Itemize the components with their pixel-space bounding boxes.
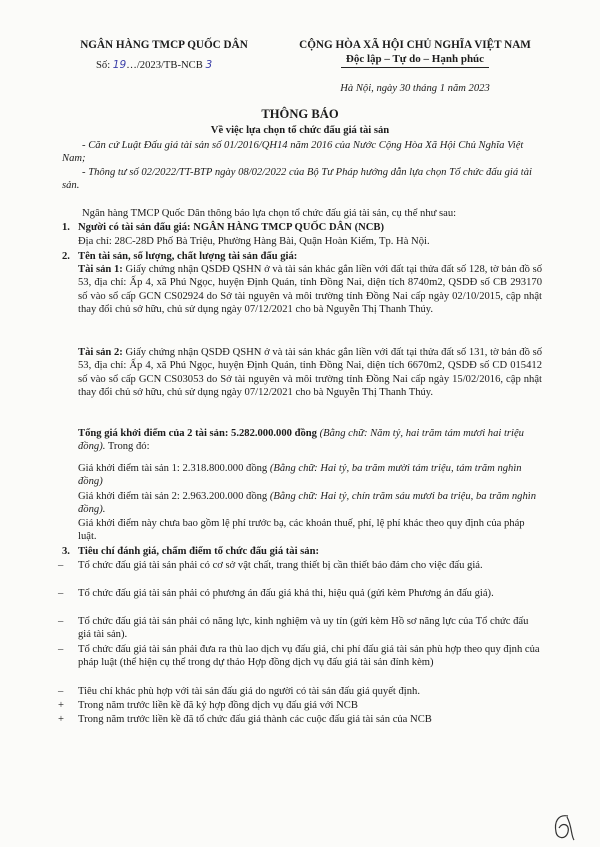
asset-1-description: Tài sản 1: Giấy chứng nhận QSDĐ QSHN ở và tài sản khác gắn liền với đất tại thửa đất số 128, tờ bản đồ số 53, địa chỉ: Ấp 4, xã Phú Ngọc, huyện Định Quán, tỉnh Đồng Nai, diện tích 8740m2, QSDĐ số CB 293170 số vào sổ cấp GCN CS02924 do Sở tài nguyên và môi trường tỉnh Đồng Nai cấp ngày 02/10/2015, cập nhật thay đổi chủ sở hữu, chủ sử dụng ngày 07/12/2021 cho bà Nguyễn Thị Thanh Thúy. [78,264,542,316]
plus-bullet: + [58,700,64,711]
total-price-words: (Bằng chữ: Năm tỷ, hai trăm tám mươi hai triệu đồng). [78,428,524,453]
initials-mark-graphic [548,812,578,842]
motto-underline [341,67,489,68]
section-2-number: 2. [62,251,70,262]
criterion-3: Tổ chức đấu giá tài sản phải có năng lực, kinh nghiệm và uy tín (gửi kèm Hồ sơ năng lực của Tổ chức đấu giá tài sản). [78,616,529,641]
document-number [96,59,286,72]
criterion-bullet: – [58,616,64,627]
criterion-bullet: – [58,560,64,571]
section-3-label: Tiêu chí đánh giá, chấm điểm tổ chức đấu giá tài sản: [78,546,320,557]
document-number-suffix: …/2023/TB-NCB [126,60,203,71]
document-title: THÔNG BÁO [261,107,339,121]
section-1-label: Người có tài sản đấu giá: NGÂN HÀNG TMCP QUỐC DÂN (NCB) [78,222,385,233]
legal-basis-1: - Căn cứ Luật Đấu giá tài sản số 01/2016/QH14 năm 2016 của Nước Cộng Hòa Xã Hội Chủ Nghĩa Việt Nam; [62,140,524,165]
asset-2-price: Giá khởi điểm tài sản 2: 2.963.200.000 đồng (Bằng chữ: Hai tỷ, chín trăm sáu mươi ba triệu, ba trăm nghìn đồng). [78,491,537,516]
document-subtitle: Về việc lựa chọn tổ chức đấu giá tài sản [210,125,390,136]
section-2-label: Tên tài sản, số lượng, chất lượng tài sản đấu giá: [78,251,298,262]
document-number-mark: 3 [205,59,213,71]
initials-mark [548,812,578,842]
plus-bullet: + [58,714,64,725]
asset-1-price: Giá khởi điểm tài sản 1: 2.318.800.000 đồng (Bằng chữ: Hai tỷ, ba trăm mười tám triệu, tám trăm nghìn đồng) [78,463,522,488]
country-name: CỘNG HÒA XÃ HỘI CHỦ NGHĨA VIỆT NAM [299,39,531,51]
criterion-bullet: – [58,588,64,599]
section-3-number: 3. [62,546,70,557]
price-note: Giá khởi điểm này chưa bao gồm lệ phí trước bạ, các khoản thuế, phí, lệ phí khác theo quy định của pháp luật. [78,518,525,543]
criterion-4: Tổ chức đấu giá tài sản phải đưa ra thù lao dịch vụ đấu giá, chi phí đấu giá tài sản phù hợp theo quy định của pháp luật (thể hiện cụ thể trong dự thảo Hợp đồng dịch vụ đấu giá tài sản đính kèm) [78,644,540,669]
bank-name: NGÂN HÀNG TMCP QUỐC DÂN [80,39,248,51]
section-1-number: 1. [62,222,70,233]
extra-criterion-2: Trong năm trước liền kề đã tổ chức đấu giá thành các cuộc đấu giá tài sản của NCB [78,714,432,725]
asset-1-label: Tài sản 1: [78,264,123,275]
criterion-2: Tổ chức đấu giá tài sản phải có phương án đấu giá khả thi, hiệu quả (gửi kèm Phương án đấu giá). [78,588,494,599]
document-number-prefix: Số: [96,60,113,71]
document-number-handwritten: 19 [112,59,127,71]
criterion-bullet: – [58,644,64,655]
national-motto: Độc lập – Tự do – Hạnh phúc [345,53,485,65]
total-price-label: Tổng giá khởi điểm của 2 tài sản: 5.282.000.000 đồng [78,428,317,439]
legal-basis-2: - Thông tư số 02/2022/TT-BTP ngày 08/02/2022 của Bộ Tư Pháp hướng dẫn lựa chọn Tổ chức đấu giá tài sản. [62,167,532,192]
total-price: Tổng giá khởi điểm của 2 tài sản: 5.282.000.000 đồng (Bằng chữ: Năm tỷ, hai trăm tám mươi hai triệu đồng). Trong đó: [78,428,524,453]
criterion-5: Tiêu chí khác phù hợp với tài sản đấu giá do người có tài sản đấu giá quyết định. [78,686,420,697]
asset-2-label: Tài sản 2: [78,347,123,358]
document-date: Hà Nội, ngày 30 tháng 1 năm 2023 [340,83,490,94]
intro-text: Ngân hàng TMCP Quốc Dân thông báo lựa chọn tổ chức đấu giá tài sản, cụ thể như sau: [82,208,457,219]
extra-criterion-1: Trong năm trước liền kề đã ký hợp đồng dịch vụ đấu giá với NCB [78,700,358,711]
criterion-1: Tổ chức đấu giá tài sản phải có cơ sở vật chất, trang thiết bị cần thiết bảo đảm cho việc đấu giá. [78,560,483,571]
asset-2-description: Tài sản 2: Giấy chứng nhận QSDĐ QSHN ở và tài sản khác gắn liền với đất tại thửa đất số 131, tờ bản đồ số 53, địa chỉ: Ấp 4, xã Phú Ngọc, huyện Định Quán, tỉnh Đồng Nai, diện tích 6670m2, QSDĐ số CD 015412 số vào sổ cấp GCN CS03053 do Sở tài nguyên và môi trường tỉnh Đồng Nai cấp ngày 15/02/2016, cập nhật thay đổi chủ sở hữu, chủ sử dụng ngày 07/12/2021 cho bà Nguyễn Thị Thanh Thúy. [78,347,542,399]
section-1-address: Địa chỉ: 28C-28D Phố Bà Triệu, Phường Hàng Bài, Quận Hoàn Kiếm, Tp. Hà Nội. [78,236,430,247]
criterion-bullet: – [58,686,64,697]
